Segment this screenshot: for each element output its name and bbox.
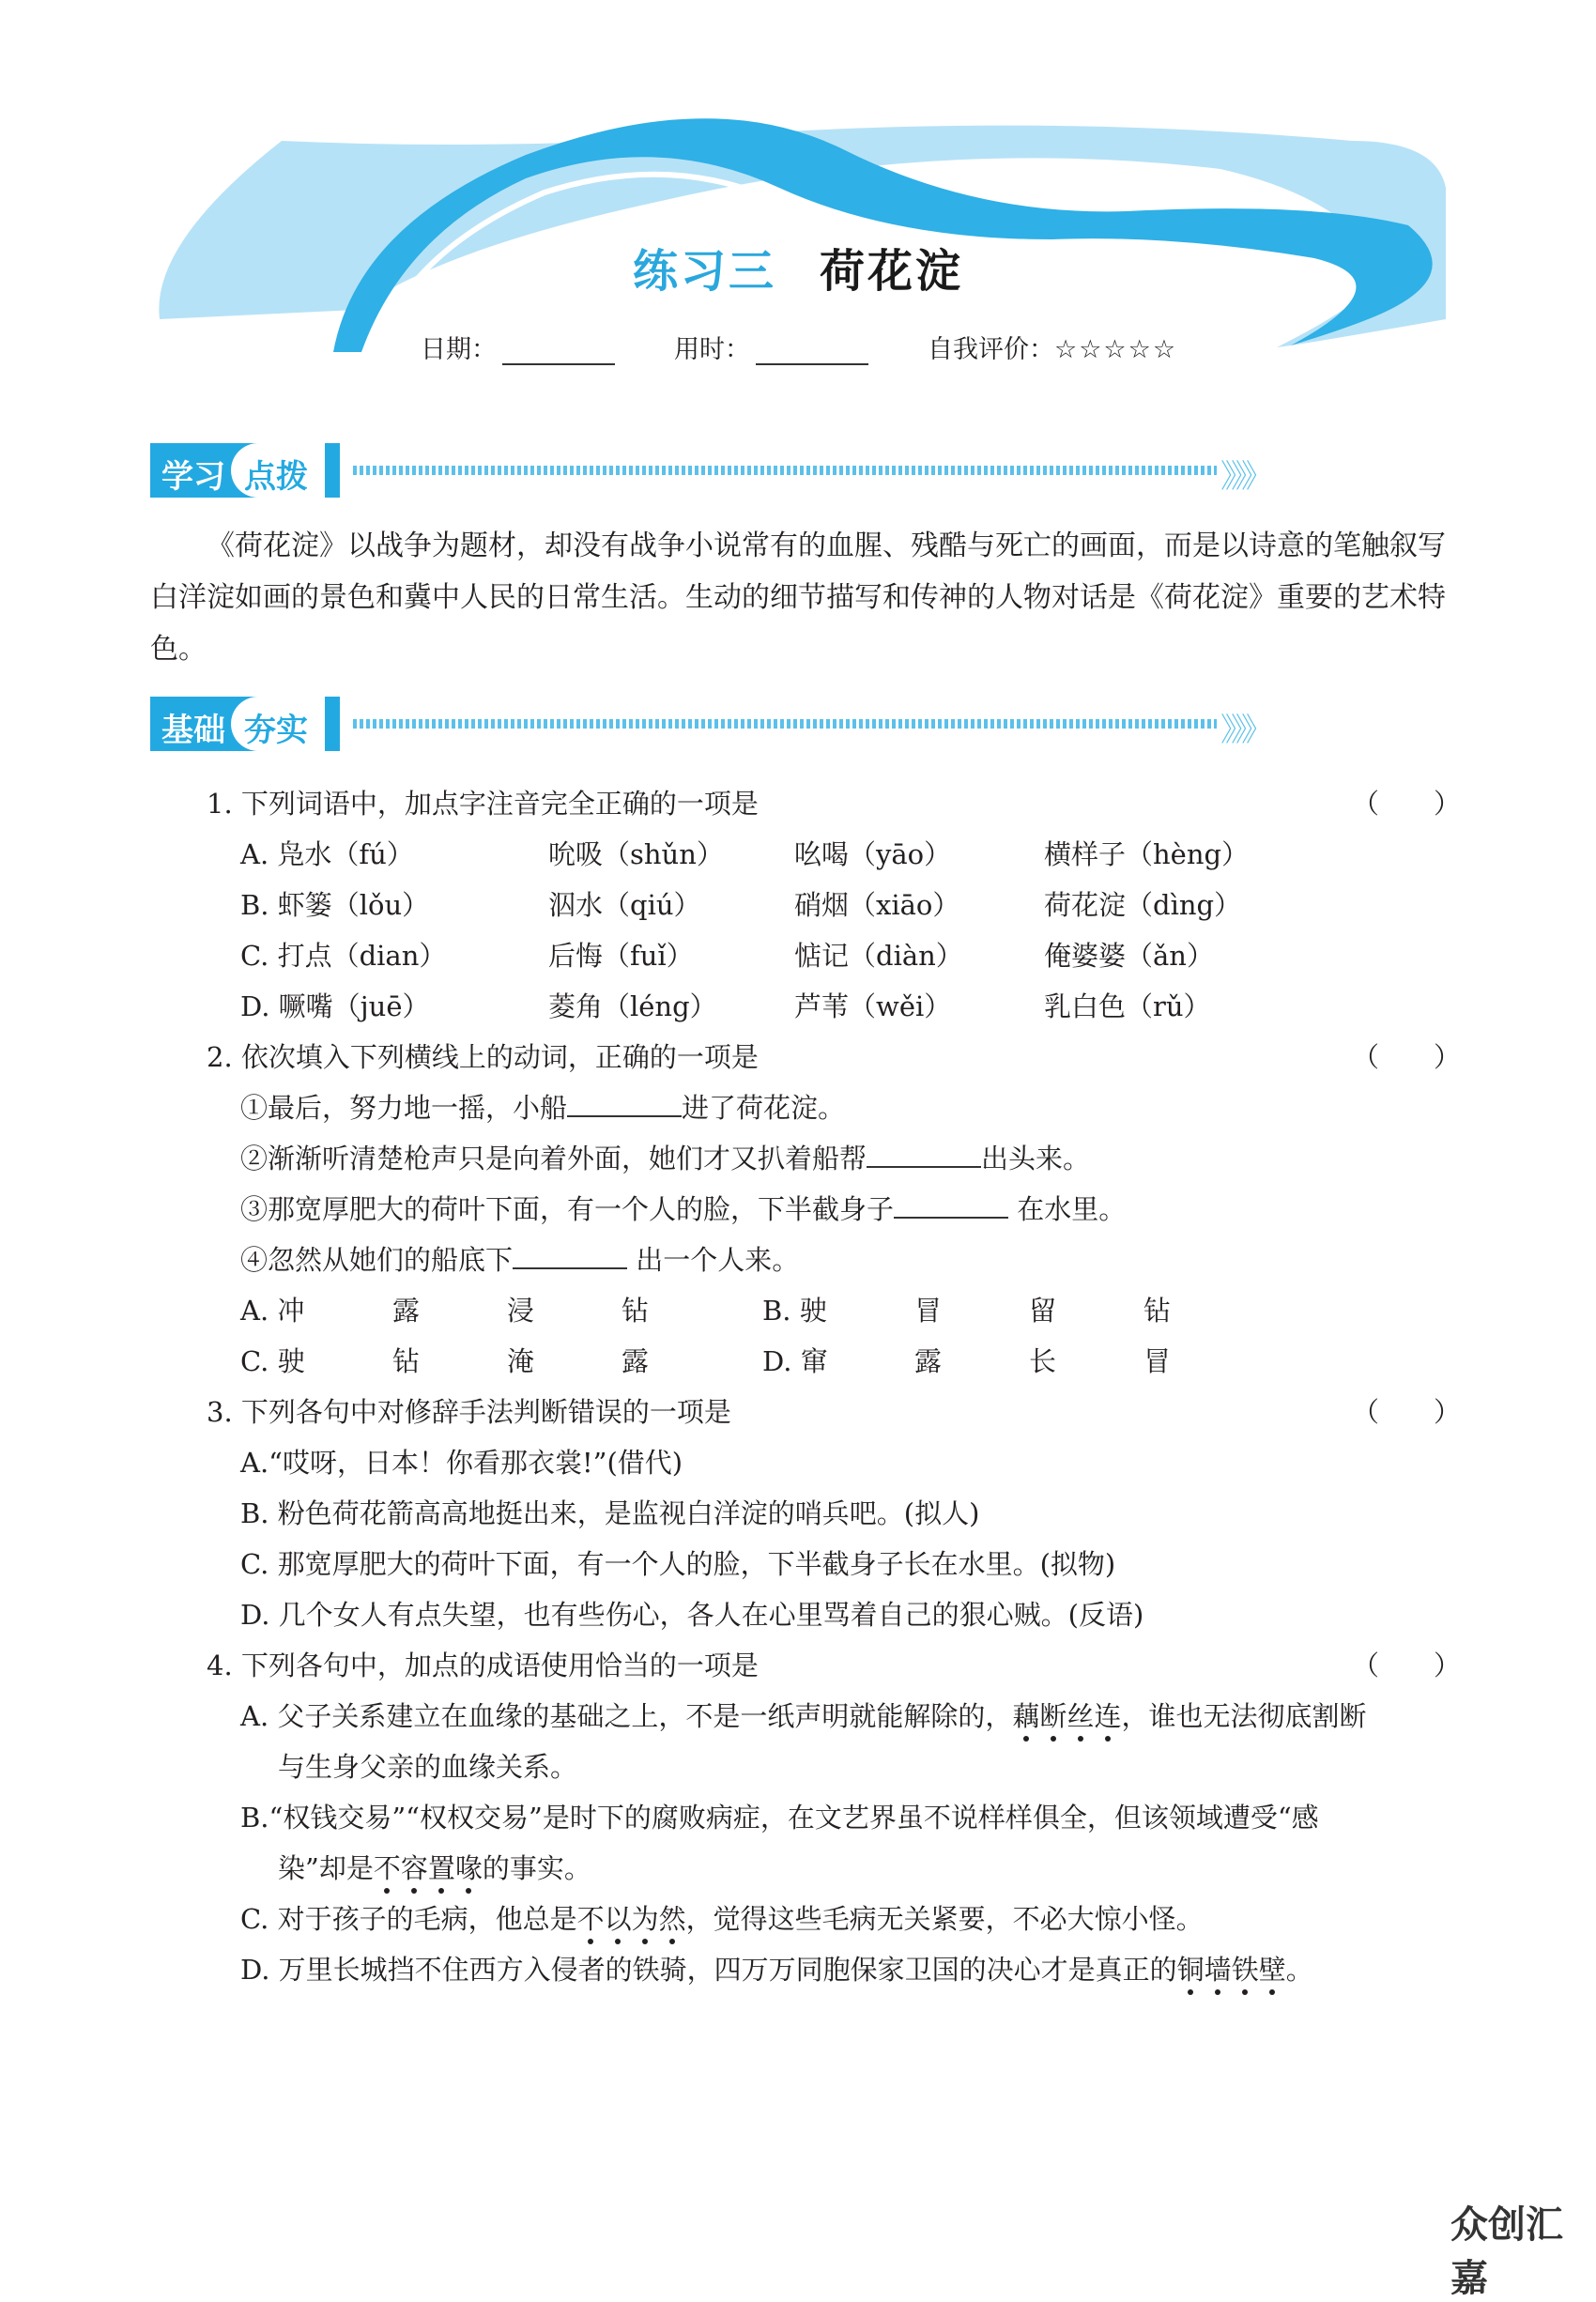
exercise-number: 练习三 [632, 245, 776, 298]
q1-option-d-1: D. 噘嘴（juē） [240, 990, 430, 1022]
q4-d-idiom-char: 壁 [1259, 1949, 1286, 1987]
section-tag-bar [325, 443, 340, 498]
q4-option-d [240, 1949, 1313, 1987]
q4-option-a-line2: 与生身父亲的血缘关系。 [278, 1751, 578, 1783]
q3-option-d: D. 几个女人有点失望，也有些伤心，各人在心里骂着自己的狠心贼。(反语) [240, 1599, 1144, 1631]
section-tag [150, 697, 340, 751]
time-field [674, 329, 868, 365]
q2-s4-text-b: 出一个人来。 [627, 1244, 800, 1276]
section-tag-b: 夯实 [244, 712, 308, 749]
q2-s3-text-a: ③那宽厚肥大的荷叶下面，有一个人的脸，下半截身子 [240, 1193, 895, 1225]
q4-d-idiom-char: 铁 [1232, 1949, 1259, 1987]
self-eval-label: 自我评价： [928, 335, 1054, 364]
q4-a-text: A. 父子关系建立在血缘的基础之上，不是一纸声明就能解除的， [240, 1700, 1013, 1732]
q1-option-a-2: 吮吸（shǔn） [548, 838, 724, 870]
q1-option-b-3: 硝烟（xiāo） [794, 889, 960, 921]
dotted-rule [353, 466, 1217, 475]
q2-option-d-1: D. 窜 [762, 1345, 828, 1377]
q2-s1-text-b: 进了荷花淀。 [682, 1092, 846, 1124]
q4-b-text: 染”却是 [278, 1852, 374, 1884]
section-tag-b-bg [231, 697, 340, 751]
q4-option-b-line1: B.“权钱交易”“权权交易”是时下的腐败病症，在文艺界虽不说样样俱全，但该领域遭受“感 [240, 1802, 1319, 1834]
q2-s3-text-b: 在水里。 [1008, 1193, 1127, 1225]
q4-b-idiom-char: 容 [401, 1848, 428, 1886]
q3-option-c: C. 那宽厚肥大的荷叶下面，有一个人的脸，下半截身子长在水里。(拟物) [240, 1548, 1116, 1580]
q1-option-c-2: 后悔（fuǐ） [548, 940, 694, 972]
q2-s4-blank [513, 1245, 627, 1269]
study-tips-paragraph: 《荷花淀》以战争为题材，却没有战争小说常有的血腥、残酷与死亡的画面，而是以诗意的笔触叙写白洋淀如画的景色和冀中人民的日常生活。生动的细节描写和传神的人物对话是《荷花淀》重要的艺术特色。 [150, 529, 1446, 666]
q2-option-a-3: 浸 [507, 1295, 535, 1327]
q2-s1-text-a: ①最后，努力地一摇，小船 [240, 1092, 568, 1124]
q2-option-b-4: 钻 [1143, 1295, 1172, 1327]
q2-option-c-2: 钻 [392, 1345, 421, 1377]
q1-option-d-4: 乳白色（rǔ） [1044, 990, 1211, 1022]
q2-option-a-4: 钻 [622, 1295, 650, 1327]
watermark-logo: 众创汇嘉 [1450, 2203, 1563, 2300]
q4-b-idiom-char: 不 [374, 1848, 401, 1886]
q4-b-text-end: 的事实。 [482, 1852, 591, 1884]
q2-s2-text-a: ②渐渐听清楚枪声只是向着外面，她们才又扒着船帮 [240, 1143, 867, 1174]
dotted-rule [353, 719, 1217, 729]
q4-answer-paren: （ ） [1352, 1650, 1462, 1681]
q4-a-idiom-char: 丝 [1067, 1696, 1094, 1734]
date-blank [502, 339, 615, 365]
q2-option-d-2: 露 [914, 1345, 943, 1377]
q3-option-a: A.“哎呀，日本！你看那衣裳!”(借代) [240, 1447, 683, 1479]
q2-sentence-4 [240, 1239, 799, 1278]
q2-s3-blank [894, 1194, 1008, 1219]
q4-option-b-line2 [278, 1848, 591, 1886]
q4-c-idiom-char: 然 [659, 1898, 686, 1937]
q2-option-a-1: A. 冲 [240, 1295, 305, 1327]
date-field [421, 329, 615, 365]
q4-option-a-line1 [240, 1696, 1366, 1734]
q2-s4-text-a: ④忽然从她们的船底下 [240, 1244, 514, 1276]
q3-answer-paren: （ ） [1352, 1396, 1462, 1428]
q2-option-c-4: 露 [622, 1345, 650, 1377]
q2-s1-blank [567, 1093, 682, 1117]
q1-option-d-2: 菱角（léng） [548, 990, 717, 1022]
q1-option-a-4: 横样子（hèng） [1044, 838, 1250, 870]
q2-sentence-1 [240, 1087, 845, 1126]
self-eval-field [928, 329, 1177, 365]
star-rating-icons: ☆☆☆☆☆ [1054, 335, 1178, 364]
q4-a-idiom-char: 藕 [1012, 1696, 1039, 1734]
chevron-icon: 》》》 [1220, 712, 1267, 749]
q1-option-d-3: 芦苇（wěi） [794, 990, 952, 1022]
q2-option-a-2: 露 [392, 1295, 421, 1327]
q1-option-a-1: A. 凫水（fú） [240, 838, 414, 870]
q1-option-c-4: 俺婆婆（ǎn） [1044, 940, 1214, 972]
q2-answer-paren: （ ） [1352, 1041, 1462, 1073]
q1-option-a-3: 吆喝（yāo） [794, 838, 952, 870]
q4-stem: 4. 下列各句中，加点的成语使用恰当的一项是 [207, 1650, 759, 1681]
q4-a-idiom-char: 断 [1039, 1696, 1067, 1734]
q2-option-c-3: 淹 [507, 1345, 535, 1377]
q4-c-text-end: ，觉得这些毛病无关紧要，不必大惊小怪。 [685, 1903, 1204, 1935]
q1-option-b-2: 泅水（qiú） [548, 889, 701, 921]
q2-sentence-2 [240, 1138, 1090, 1176]
chevron-icon: 》》》 [1220, 458, 1267, 496]
section-header-basics [150, 697, 1267, 751]
q1-stem: 1. 下列词语中，加点字注音完全正确的一项是 [207, 788, 759, 820]
q4-c-idiom-char: 以 [605, 1898, 632, 1937]
page-title [0, 235, 1596, 299]
q4-a-idiom-char: 连 [1094, 1696, 1121, 1734]
q2-option-b-2: 冒 [914, 1295, 943, 1327]
section-tag-a: 基础 [161, 712, 225, 749]
q4-d-text: D. 万里长城挡不住西方入侵者的铁骑，四万万同胞保家卫国的决心才是真正的 [240, 1954, 1177, 1986]
q4-d-idiom-char: 墙 [1205, 1949, 1232, 1987]
q2-option-c-1: C. 驶 [240, 1345, 305, 1377]
q3-option-b: B. 粉色荷花箭高高地挺出来，是监视白洋淀的哨兵吧。(拟人) [240, 1497, 980, 1529]
q2-stem: 2. 依次填入下列横线上的动词，正确的一项是 [207, 1041, 759, 1073]
q1-answer-paren: （ ） [1352, 788, 1462, 820]
section-tag-b-bg [231, 443, 340, 498]
section-tag-a: 学习 [161, 458, 225, 496]
q3-stem: 3. 下列各句中对修辞手法判断错误的一项是 [207, 1396, 731, 1428]
section-tag-b: 点拨 [244, 458, 308, 496]
q4-b-idiom-char: 置 [428, 1848, 455, 1886]
q4-d-text-end: 。 [1285, 1954, 1313, 1986]
q1-option-c-3: 惦记（diàn） [794, 940, 963, 972]
q2-sentence-3 [240, 1189, 1126, 1227]
q4-c-text: C. 对于孩子的毛病，他总是 [240, 1903, 577, 1935]
time-label: 用时： [674, 335, 750, 364]
q4-c-idiom-char: 为 [632, 1898, 659, 1937]
lesson-title: 荷花淀 [820, 245, 964, 298]
q2-option-d-3: 长 [1029, 1345, 1057, 1377]
q4-d-idiom-char: 铜 [1177, 1949, 1205, 1987]
q4-option-c [240, 1898, 1204, 1937]
q2-option-d-4: 冒 [1143, 1345, 1172, 1377]
q2-s2-text-b: 出头来。 [981, 1143, 1091, 1174]
section-tag-bar [325, 697, 340, 751]
date-label: 日期： [421, 335, 497, 364]
section-header-study-tips [150, 443, 1267, 498]
q2-s2-blank [867, 1143, 981, 1168]
q4-c-idiom-char: 不 [577, 1898, 605, 1937]
time-blank [756, 339, 868, 365]
q1-option-c-1: C. 打点（dian） [240, 940, 447, 972]
q1-option-b-1: B. 虾篓（lǒu） [240, 889, 430, 921]
q4-b-idiom-char: 喙 [455, 1848, 483, 1886]
q1-option-b-4: 荷花淀（dìng） [1044, 889, 1242, 921]
q4-a-text-end: ，谁也无法彻底割断 [1121, 1700, 1367, 1732]
q2-option-b-1: B. 驶 [762, 1295, 827, 1327]
q2-option-b-3: 留 [1029, 1295, 1057, 1327]
section-tag [150, 443, 340, 498]
